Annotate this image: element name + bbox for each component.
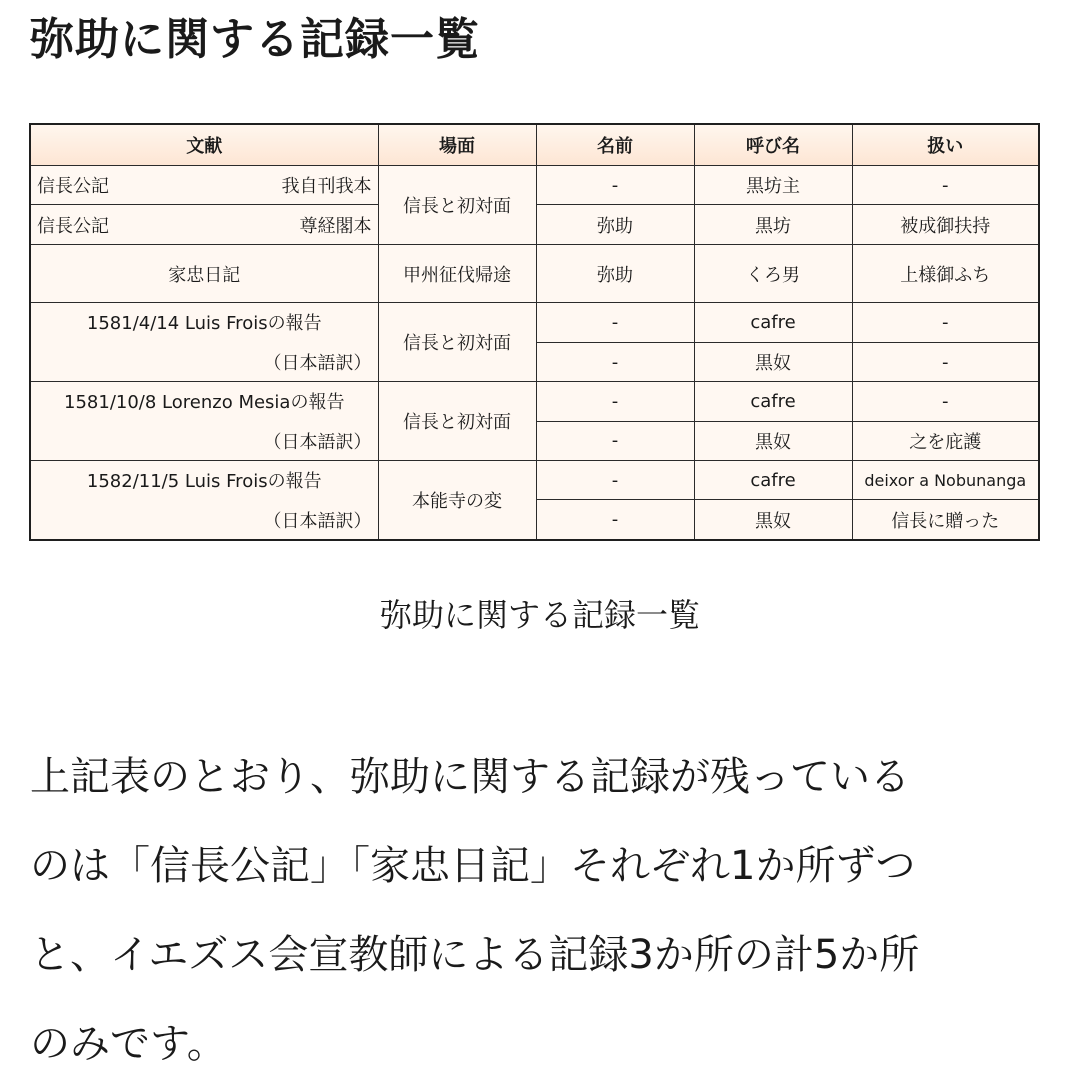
source-translation: （日本語訳） (263, 511, 372, 533)
called-cell: 黒坊 (694, 205, 852, 244)
body-paragraph (30, 733, 1040, 1089)
name-cell: - (536, 303, 694, 342)
treatment-cell: - (852, 382, 1039, 421)
header-called: 呼び名 (694, 124, 852, 166)
table-row (30, 303, 1039, 342)
treatment-cell: 上様御ふち (852, 244, 1039, 303)
called-cell: cafre (694, 303, 852, 342)
source-cell (30, 382, 378, 461)
source-title: 1582/11/5 Luis Froisの報告 (86, 471, 322, 493)
source-translation: （日本語訳） (263, 432, 372, 454)
source-cell (30, 205, 378, 244)
header-source: 文献 (30, 124, 378, 166)
table-row (30, 382, 1039, 421)
records-table-image (29, 123, 1040, 541)
source-cell (30, 166, 378, 205)
body-line: のみです。 (30, 1021, 227, 1067)
treatment-cell: 信長に贈った (852, 500, 1039, 540)
source-title: 信長公記 (37, 176, 109, 198)
treatment-cell: 被成御扶持 (852, 205, 1039, 244)
scene-cell: 信長と初対面 (378, 382, 536, 461)
source-title: 1581/10/8 Lorenzo Mesiaの報告 (64, 392, 345, 414)
page-title: 弥助に関する記録一覧 (30, 14, 480, 65)
source-cell (30, 461, 378, 540)
treatment-cell: - (852, 166, 1039, 205)
called-cell: cafre (694, 382, 852, 421)
source-cell (30, 303, 378, 382)
header-name: 名前 (536, 124, 694, 166)
header-treatment: 扱い (852, 124, 1039, 166)
called-cell: cafre (694, 461, 852, 500)
source-edition: 我自刊我本 (281, 176, 372, 198)
treatment-cell: - (852, 342, 1039, 381)
source-edition: 尊経閣本 (299, 215, 372, 237)
called-cell: 黒奴 (694, 342, 852, 381)
table-header-row (30, 124, 1039, 166)
source-cell (30, 244, 378, 303)
name-cell: 弥助 (536, 244, 694, 303)
scene-cell: 信長と初対面 (378, 303, 536, 382)
body-line: のは「信長公記」「家忠日記」それぞれ1か所ずつ (30, 843, 916, 889)
source-title: 1581/4/14 Luis Froisの報告 (86, 313, 322, 335)
treatment-cell: - (852, 303, 1039, 342)
records-table (29, 123, 1040, 541)
body-line: 上記表のとおり、弥助に関する記録が残っている (30, 754, 910, 800)
scene-cell: 甲州征伐帰途 (378, 244, 536, 303)
name-cell: - (536, 166, 694, 205)
called-cell: 黒奴 (694, 500, 852, 540)
table-row (30, 244, 1039, 303)
name-cell: - (536, 461, 694, 500)
name-cell: - (536, 342, 694, 381)
name-cell: - (536, 500, 694, 540)
called-cell: 黒奴 (694, 421, 852, 460)
name-cell: - (536, 382, 694, 421)
called-cell: 黒坊主 (694, 166, 852, 205)
source-title: 家忠日記 (168, 264, 241, 286)
scene-cell: 本能寺の変 (378, 461, 536, 540)
treatment-cell: 之を庇護 (852, 421, 1039, 460)
source-title: 信長公記 (37, 215, 109, 237)
name-cell: - (536, 421, 694, 460)
table-row (30, 166, 1039, 205)
table-row (30, 461, 1039, 500)
treatment-cell: deixor a Nobunanga (852, 461, 1039, 500)
scene-cell: 信長と初対面 (378, 166, 536, 245)
header-scene: 場面 (378, 124, 536, 166)
called-cell: くろ男 (694, 244, 852, 303)
name-cell: 弥助 (536, 205, 694, 244)
source-translation: （日本語訳） (263, 353, 372, 375)
table-caption: 弥助に関する記録一覧 (379, 596, 700, 634)
body-line: と、イエズス会宣教師による記録3か所の計5か所 (30, 932, 920, 978)
